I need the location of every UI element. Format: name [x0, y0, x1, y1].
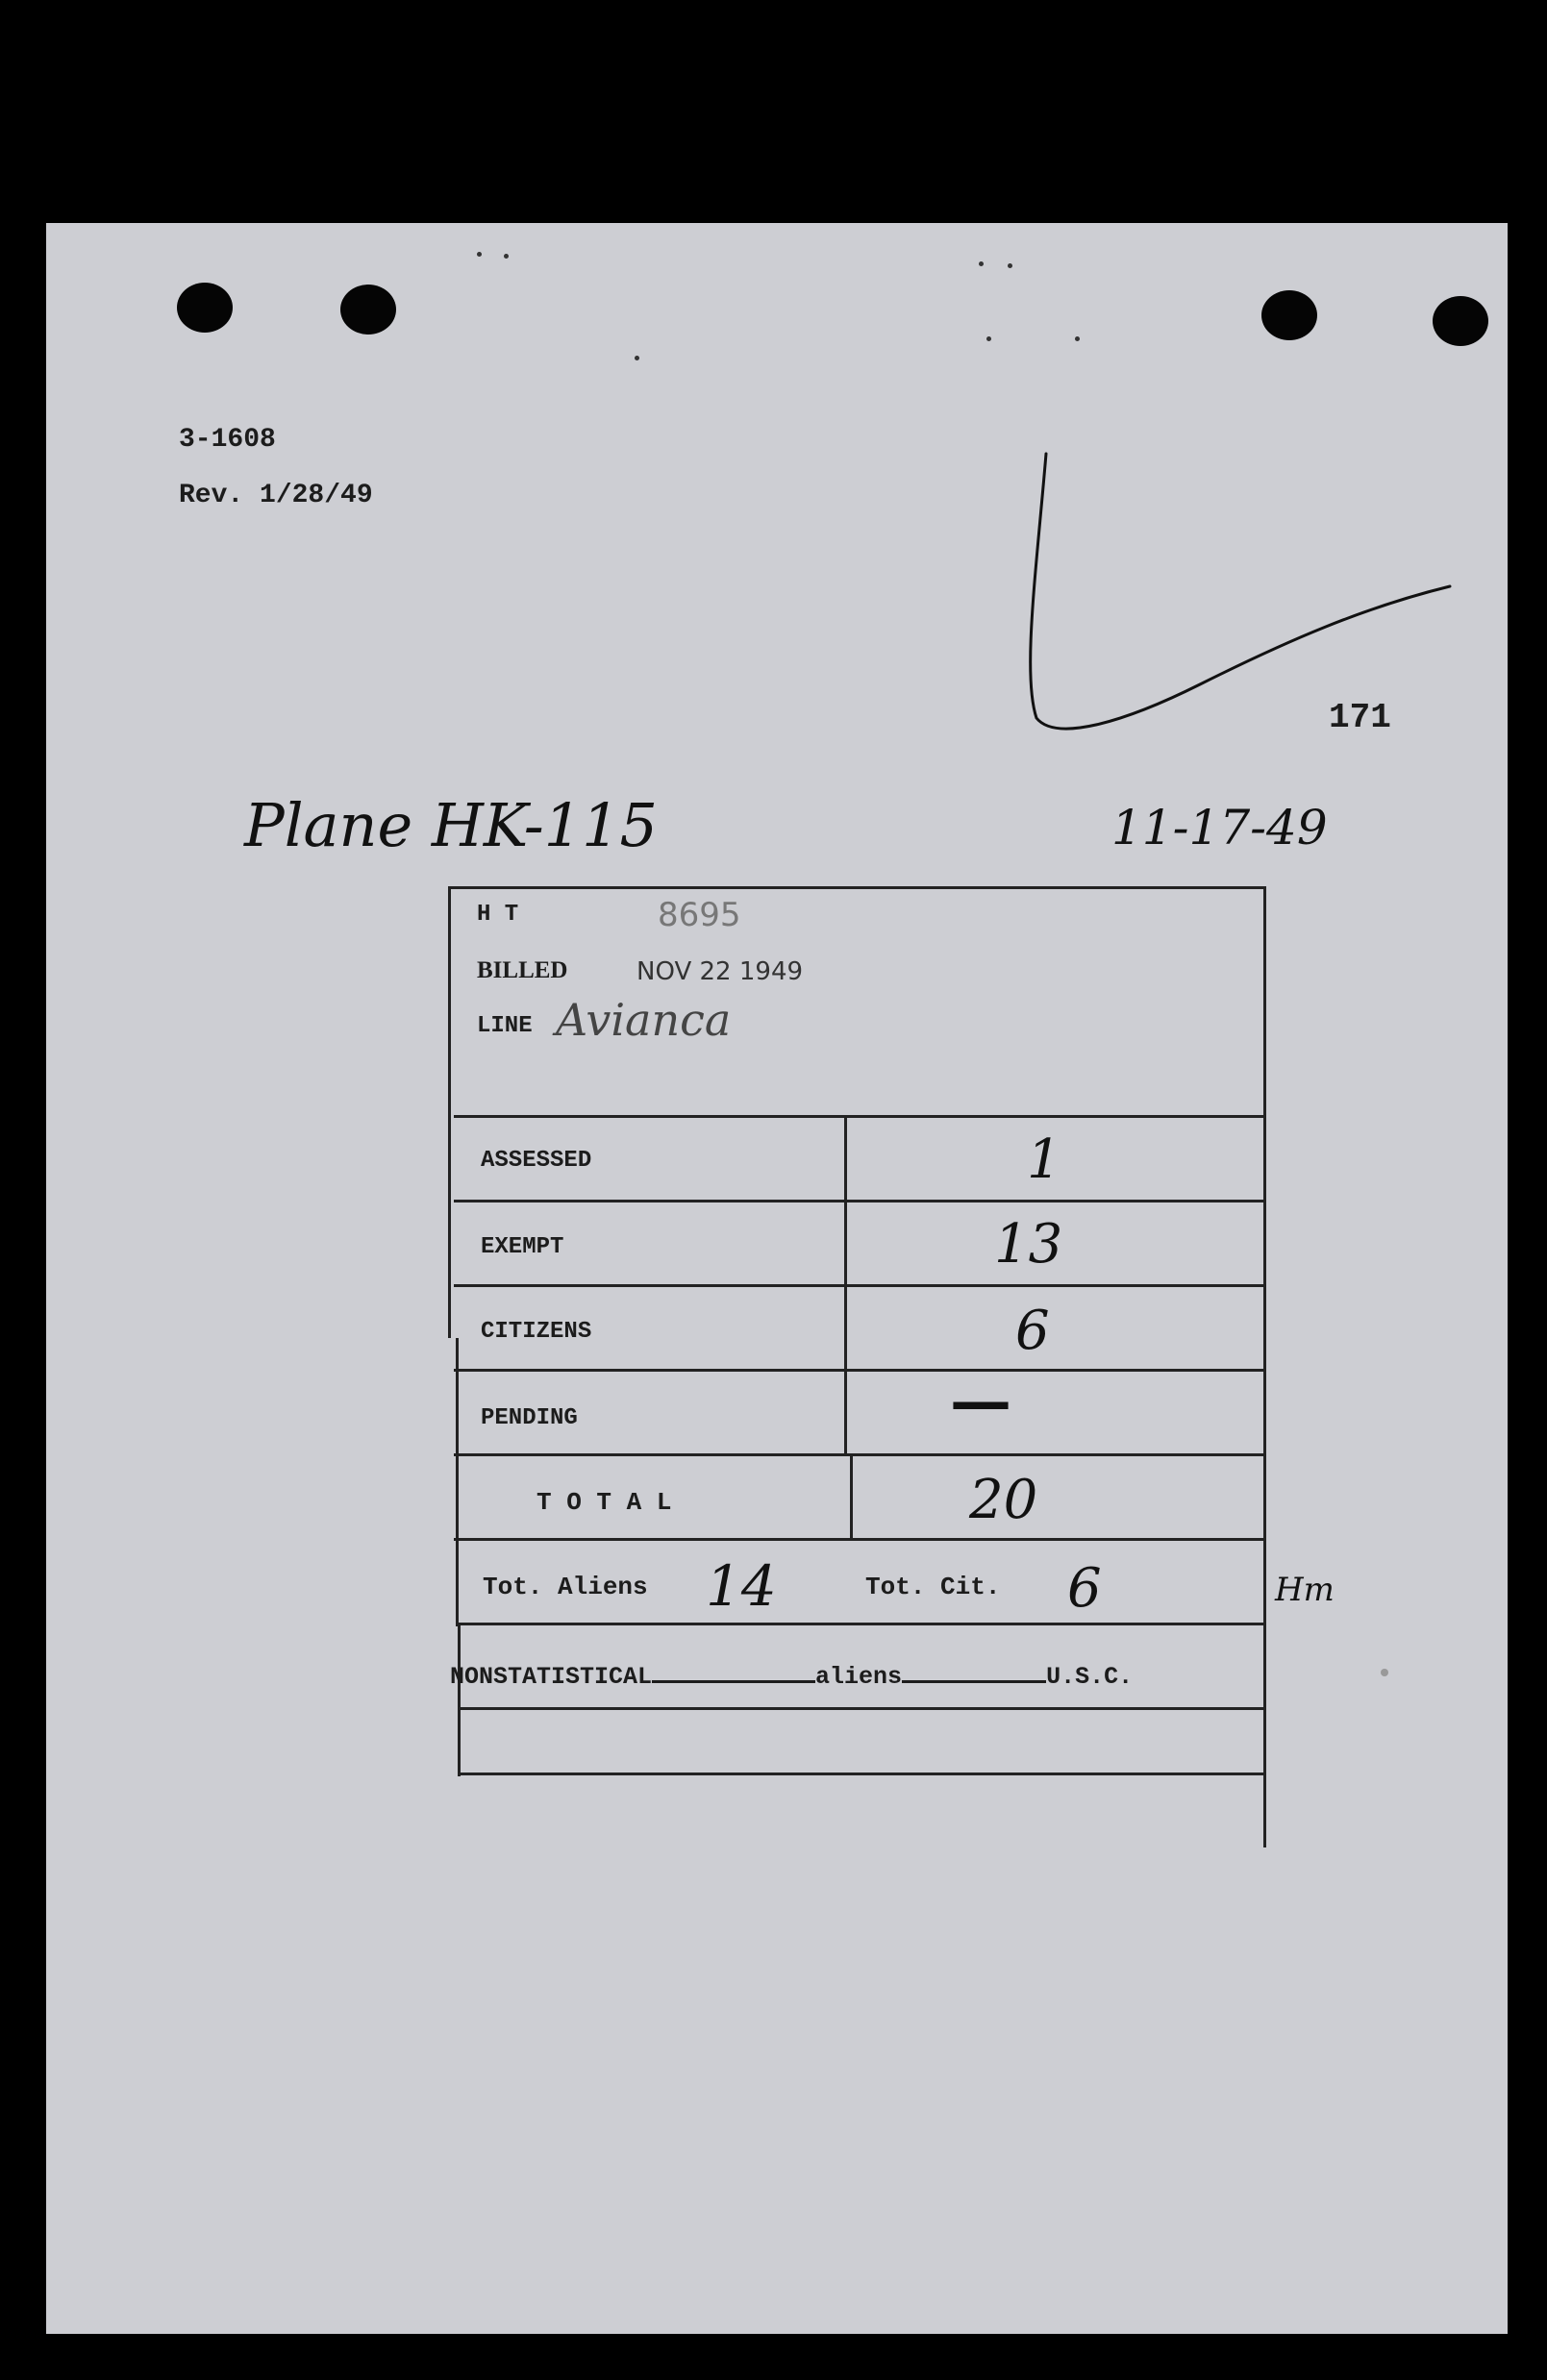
table-rule	[454, 1115, 1265, 1118]
table-rule	[458, 1707, 1265, 1710]
aliens-label: aliens	[815, 1663, 903, 1691]
table-rule	[454, 1369, 1265, 1372]
row-value-citizens: 6	[1015, 1300, 1050, 1362]
table-rule	[454, 1538, 1265, 1541]
box-border	[1263, 886, 1266, 1847]
table-divider	[850, 1453, 853, 1540]
tot-aliens-label: Tot. Aliens	[483, 1573, 648, 1601]
speck	[1381, 1669, 1388, 1676]
form-number: 3-1608	[179, 425, 276, 455]
page-number: 171	[1329, 698, 1391, 737]
billed-date-stamp: NOV 22 1949	[636, 957, 804, 986]
form-revision: Rev. 1/28/49	[179, 481, 373, 510]
tot-aliens-value: 14	[706, 1553, 777, 1619]
row-value-pending: —	[950, 1365, 1011, 1437]
row-label-assessed: ASSESSED	[481, 1148, 592, 1174]
table-rule	[454, 1200, 1265, 1202]
nonstatistical-blank	[652, 1653, 815, 1683]
table-rule	[458, 1773, 1265, 1775]
date-handwritten: 11-17-49	[1111, 800, 1328, 855]
document-page	[46, 223, 1508, 2334]
ht-label: H T	[477, 902, 519, 928]
row-label-citizens: CITIZENS	[481, 1319, 592, 1345]
total-label: T O T A L	[536, 1488, 672, 1517]
box-border	[448, 886, 451, 1338]
tot-cit-label: Tot. Cit.	[865, 1573, 1001, 1601]
check-mark-icon	[46, 223, 1508, 992]
table-rule	[454, 1453, 1265, 1456]
line-label: LINE	[477, 1013, 533, 1039]
nonstatistical-line	[450, 1653, 1133, 1691]
total-value: 20	[969, 1469, 1038, 1531]
plane-handwritten: Plane HK-115	[244, 790, 659, 860]
usc-label: U.S.C.	[1046, 1663, 1134, 1691]
table-rule	[458, 1623, 1265, 1625]
table-rule	[458, 1623, 461, 1776]
initials-handwritten: Hm	[1275, 1571, 1335, 1609]
aliens-blank	[902, 1653, 1046, 1683]
row-value-assessed: 1	[1027, 1128, 1061, 1191]
table-rule	[456, 1338, 459, 1626]
billed-label: BILLED	[477, 957, 568, 983]
tot-cit-value: 6	[1067, 1557, 1102, 1620]
ht-number-stamp: 8695	[658, 896, 741, 934]
row-label-pending: PENDING	[481, 1405, 578, 1431]
row-label-exempt: EXEMPT	[481, 1234, 564, 1260]
box-border	[448, 886, 1265, 889]
line-name-handwritten: Avianca	[556, 994, 732, 1046]
table-rule	[454, 1284, 1265, 1287]
row-value-exempt: 13	[994, 1213, 1063, 1276]
nonstatistical-label: NONSTATISTICAL	[450, 1663, 653, 1691]
table-divider	[844, 1117, 847, 1453]
